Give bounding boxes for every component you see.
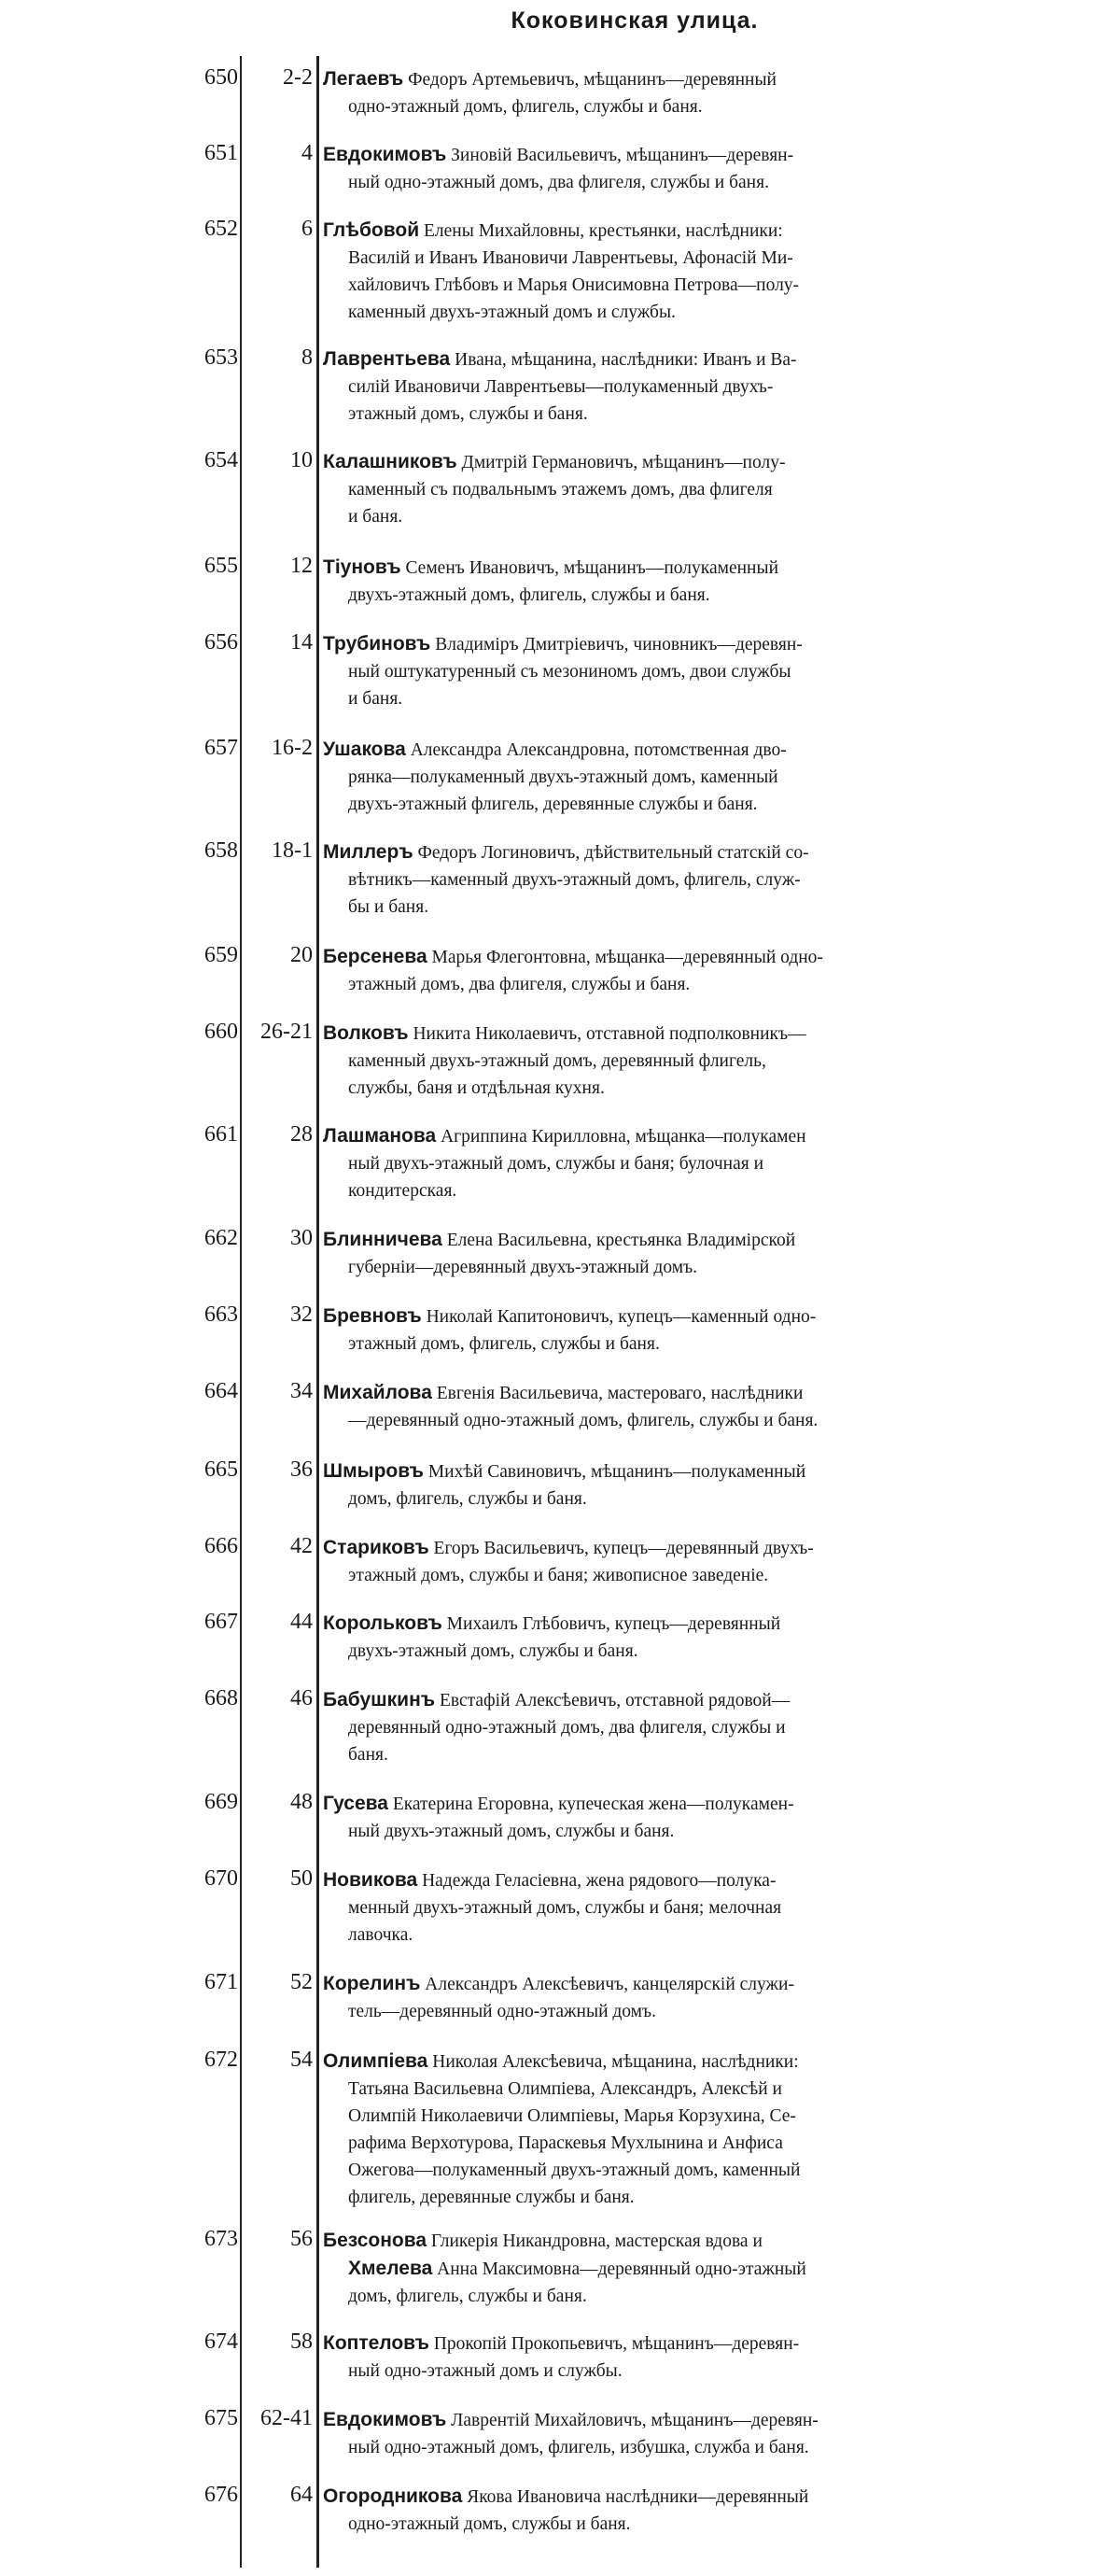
entry-line — [323, 93, 967, 120]
house-number: 36 — [290, 1457, 313, 1482]
entry-number: 663 — [204, 1302, 238, 1327]
owner-name: Лашманова — [323, 1125, 437, 1147]
entry-description: и баня. — [348, 507, 403, 527]
entry-line — [323, 141, 967, 169]
entry-description: рафима Верхотурова, Параскевья Мухлынина и Анфиса — [348, 2133, 783, 2153]
entry-line — [323, 1302, 967, 1330]
entry-line — [323, 1894, 967, 1921]
entry-number: 670 — [204, 1866, 238, 1891]
page-title: Коковинская улица. — [511, 7, 759, 34]
entry-line — [323, 838, 967, 866]
entry-description: —деревянный одно-этажный домъ, флигель, службы и баня. — [348, 1411, 819, 1430]
entry-description: Михаилъ Глѣбовичъ, купецъ—деревянный — [441, 1614, 781, 1634]
entry-line — [323, 1998, 967, 2025]
entry-description: этажный домъ, службы и баня. — [348, 404, 588, 424]
entry-description: Агриппина Кирилловна, мѣщанка—полукамен — [436, 1127, 806, 1147]
entry-text — [323, 1970, 967, 2025]
entry-description: каменный двухъ-этажный домъ, деревянный флигель, — [348, 1051, 766, 1071]
owner-name: Легаевъ — [323, 68, 404, 90]
entry-description: Егоръ Васильевичъ, купецъ—деревянный двухъ- — [428, 1539, 814, 1558]
entry-line — [323, 373, 967, 401]
owner-name: Тіуновъ — [323, 556, 401, 578]
entry-line — [323, 217, 967, 245]
house-number: 16-2 — [272, 736, 313, 760]
entry-line — [323, 169, 967, 196]
entry-description: Михѣй Савиновичъ, мѣщанинъ—полукаменный — [423, 1462, 806, 1482]
entry-line — [323, 1020, 967, 1048]
entry-number: 662 — [204, 1226, 238, 1250]
entry-description: вѣтникъ—каменный двухъ-этажный домъ, флигель, служ- — [348, 870, 801, 890]
entry-line — [323, 1226, 967, 1254]
house-number: 26-21 — [260, 1020, 313, 1044]
entry-description: двухъ-этажный домъ, службы и баня. — [348, 1641, 638, 1661]
entry-line — [323, 2511, 967, 2538]
entry-line — [323, 582, 967, 609]
house-number: 52 — [290, 1970, 313, 1994]
entry-number: 666 — [204, 1534, 238, 1558]
entry-line — [323, 1379, 967, 1407]
entry-description: Никита Николаевичъ, отставной подполковникъ— — [408, 1024, 806, 1044]
entry-line — [323, 2255, 967, 2283]
entry-description: Ивана, мѣщанина, наслѣдники: Иванъ и Ва- — [450, 350, 797, 370]
entry-number: 658 — [204, 838, 238, 863]
entry-text — [323, 141, 967, 196]
entry-number: 667 — [204, 1610, 238, 1634]
entry-line — [323, 1048, 967, 1075]
entry-line — [323, 2048, 967, 2076]
house-number: 58 — [290, 2330, 313, 2354]
house-number: 46 — [290, 1686, 313, 1710]
house-number: 10 — [290, 448, 313, 472]
entry-line — [323, 1866, 967, 1894]
owner-name: Калашниковъ — [323, 451, 457, 472]
house-number: 62-41 — [260, 2406, 313, 2430]
entry-text — [323, 1226, 967, 1281]
entry-description: силій Ивановичи Лаврентьевы—полукаменный двухъ- — [348, 377, 774, 397]
entry-text — [323, 2483, 967, 2538]
house-number: 30 — [290, 1226, 313, 1250]
house-number: 4 — [301, 141, 313, 165]
entry-description: Прокопій Прокопьевичъ, мѣщанинъ—деревян- — [428, 2334, 800, 2354]
entry-text — [323, 448, 967, 530]
entry-text — [323, 943, 967, 998]
house-number: 54 — [290, 2048, 313, 2072]
entry-text — [323, 1610, 967, 1665]
entry-description: каменный съ подвальнымъ этажемъ домъ, два флигеля — [348, 480, 773, 500]
owner-name: Бревновъ — [323, 1305, 422, 1327]
entry-line — [323, 791, 967, 818]
entry-text — [323, 1020, 967, 1102]
entry-description: Семенъ Ивановичъ, мѣщанинъ—полукаменный — [400, 558, 779, 578]
entry-line — [323, 401, 967, 428]
house-number: 64 — [290, 2483, 313, 2507]
entry-line — [323, 1970, 967, 1998]
entry-description: домъ, флигель, службы и баня. — [348, 2287, 587, 2306]
entry-number: 672 — [204, 2048, 238, 2072]
entry-description: губерніи—деревянный двухъ-этажный домъ. — [348, 1258, 698, 1277]
entry-description: и баня. — [348, 689, 403, 709]
owner-name: Ушакова — [323, 739, 406, 760]
entry-line — [323, 554, 967, 582]
entry-line — [323, 2184, 967, 2211]
entry-description: одно-этажный домъ, флигель, службы и баня. — [348, 97, 703, 117]
owner-name: Михайлова — [323, 1382, 432, 1403]
entry-description: менный двухъ-этажный домъ, службы и баня; мелочная — [348, 1898, 782, 1918]
entry-text — [323, 1534, 967, 1589]
entry-number: 676 — [204, 2483, 238, 2507]
entry-description: лавочка. — [348, 1925, 413, 1945]
entry-description: ный двухъ-этажный домъ, службы и баня; булочная и — [348, 1154, 764, 1174]
entry-description: Екатерина Егоровна, купеческая жена—полукамен- — [387, 1795, 794, 1814]
entry-line — [323, 2434, 967, 2461]
house-number: 20 — [290, 943, 313, 967]
entry-description: службы, баня и отдѣльная кухня. — [348, 1078, 605, 1098]
entry-description: флигель, деревянные службы и баня. — [348, 2188, 635, 2207]
entry-line — [323, 1714, 967, 1741]
entry-description: ный оштукатуренный съ мезониномъ домъ, двои службы — [348, 662, 791, 682]
entry-description: Ожегова—полукаменный двухъ-этажный домъ, каменный — [348, 2161, 801, 2180]
entry-line — [323, 503, 967, 530]
owner-name: Стариковъ — [323, 1537, 429, 1558]
entry-description: ный одно-этажный домъ и службы. — [348, 2361, 623, 2381]
entry-number: 652 — [204, 217, 238, 241]
entry-text — [323, 1866, 967, 1949]
entry-description: Анна Максимовна—деревянный одно-этажный — [432, 2259, 806, 2279]
entry-description: ный одно-этажный домъ, флигель, избушка, служба и баня. — [348, 2438, 809, 2457]
entry-line — [323, 448, 967, 476]
owner-name: Олимпіева — [323, 2050, 428, 2072]
entry-line — [323, 2330, 967, 2358]
entry-line — [323, 1407, 967, 1434]
entry-number: 665 — [204, 1457, 238, 1482]
entry-text — [323, 2227, 967, 2310]
entry-text — [323, 65, 967, 120]
house-number: 28 — [290, 1122, 313, 1147]
entry-description: Лаврентій Михайловичъ, мѣщанинъ—деревян- — [446, 2411, 819, 2430]
entry-description: Елена Васильевна, крестьянка Владимірской — [441, 1231, 796, 1250]
entry-description: одно-этажный домъ, службы и баня. — [348, 2514, 631, 2534]
entry-description: Николай Капитоновичъ, купецъ—каменный одно- — [421, 1307, 817, 1327]
entry-line — [323, 1122, 967, 1150]
entry-text — [323, 1302, 967, 1358]
house-number: 12 — [290, 554, 313, 578]
entry-line — [323, 2076, 967, 2103]
owner-name: Корольковъ — [323, 1612, 442, 1634]
entry-text — [323, 554, 967, 609]
entry-text — [323, 2330, 967, 2385]
house-number: 44 — [290, 1610, 313, 1634]
entry-description: Василій и Иванъ Ивановичи Лаврентьевы, Афонасій Ми- — [348, 248, 793, 268]
house-number: 42 — [290, 1534, 313, 1558]
entry-number: 674 — [204, 2330, 238, 2354]
owner-name: Лаврентьева — [323, 348, 451, 370]
entry-description: Олимпій Николаевичи Олимпіевы, Марья Корзухина, Се- — [348, 2106, 796, 2126]
owner-name: Огородникова — [323, 2485, 463, 2507]
entry-description: Надежда Геласіевна, жена рядового—полука- — [417, 1871, 777, 1891]
entry-line — [323, 1741, 967, 1768]
entry-line — [323, 2406, 967, 2434]
entry-text — [323, 1686, 967, 1768]
owner-name: Евдокимовъ — [323, 2409, 447, 2430]
entry-line — [323, 2130, 967, 2157]
entry-number: 669 — [204, 1790, 238, 1814]
entry-line — [323, 2283, 967, 2310]
entry-line — [323, 65, 967, 93]
entry-line — [323, 1610, 967, 1638]
entry-line — [323, 658, 967, 685]
entry-description: Якова Ивановича наслѣдники—деревянный — [462, 2487, 809, 2507]
entry-description: домъ, флигель, службы и баня. — [348, 1489, 587, 1509]
house-number: 6 — [301, 217, 313, 241]
entry-description: Зиновій Васильевичъ, мѣщанинъ—деревян- — [446, 146, 794, 165]
owner-name: Трубиновъ — [323, 633, 431, 655]
entry-line — [323, 894, 967, 921]
entry-line — [323, 2157, 967, 2184]
house-number: 34 — [290, 1379, 313, 1403]
owner-name: Блинничева — [323, 1229, 442, 1250]
owner-name: Бабушкинъ — [323, 1689, 436, 1710]
entry-description: Федоръ Логиновичъ, дѣйствительный статскій со- — [413, 843, 809, 863]
entry-line — [323, 1534, 967, 1562]
entry-line — [323, 1638, 967, 1665]
entry-number: 664 — [204, 1379, 238, 1403]
entry-line — [323, 685, 967, 712]
entry-description: баня. — [348, 1745, 388, 1765]
entry-description: Александръ Алексѣевичъ, канцелярскій служи- — [420, 1975, 794, 1994]
entry-line — [323, 736, 967, 764]
owner-name: Новикова — [323, 1869, 418, 1891]
entry-description: Федоръ Артемьевичъ, мѣщанинъ—деревянный — [403, 70, 777, 90]
entry-description: рянка—полукаменный двухъ-этажный домъ, каменный — [348, 767, 778, 787]
house-number: 32 — [290, 1302, 313, 1327]
entry-description: Марья Флегонтовна, мѣщанка—деревянный одно- — [427, 948, 823, 967]
entry-number: 659 — [204, 943, 238, 967]
entry-text — [323, 2048, 967, 2211]
entry-line — [323, 764, 967, 791]
entry-line — [323, 1686, 967, 1714]
entry-line — [323, 1330, 967, 1358]
entry-text — [323, 838, 967, 921]
entry-description: деревянный одно-этажный домъ, два флигеля, службы и — [348, 1718, 786, 1738]
house-number: 50 — [290, 1866, 313, 1891]
entry-description: ный двухъ-этажный домъ, службы и баня. — [348, 1822, 675, 1841]
entry-number: 675 — [204, 2406, 238, 2430]
entry-description: двухъ-этажный домъ, флигель, службы и баня. — [348, 585, 710, 605]
entry-description: этажный домъ, службы и баня; живописное заведеніе. — [348, 1566, 769, 1585]
owner-name: Корелинъ — [323, 1973, 421, 1994]
entry-description: каменный двухъ-этажный домъ и службы. — [348, 303, 676, 322]
entry-line — [323, 476, 967, 503]
entry-line — [323, 971, 967, 998]
entry-line — [323, 1254, 967, 1281]
entry-description: Евгенія Васильевича, мастероваго, наслѣдники — [431, 1384, 804, 1403]
owner-name: Безсонова — [323, 2230, 427, 2251]
entry-text — [323, 1379, 967, 1434]
entry-text — [323, 217, 967, 326]
entry-line — [323, 1075, 967, 1102]
owner-name: Берсенева — [323, 946, 427, 967]
entry-description: Татьяна Васильевна Олимпіева, Александръ, Алексѣй и — [348, 2079, 782, 2099]
entry-number: 653 — [204, 345, 238, 370]
entry-line — [323, 943, 967, 971]
entry-number: 651 — [204, 141, 238, 165]
owner-name: Шмыровъ — [323, 1460, 424, 1482]
entry-number: 656 — [204, 630, 238, 655]
entry-line — [323, 1150, 967, 1177]
entry-description: Александра Александровна, потомственная дво- — [405, 740, 787, 760]
house-number: 48 — [290, 1790, 313, 1814]
entry-line — [323, 1790, 967, 1818]
entry-description: этажный домъ, два флигеля, службы и баня. — [348, 975, 691, 994]
entry-description: этажный домъ, флигель, службы и баня. — [348, 1334, 660, 1354]
house-number: 2-2 — [283, 65, 313, 90]
owner-name: Гусева — [323, 1793, 388, 1814]
owner-name: Глѣбовой — [323, 219, 420, 241]
entry-number: 655 — [204, 554, 238, 578]
entry-line — [323, 630, 967, 658]
entry-line — [323, 2358, 967, 2385]
entry-text — [323, 630, 967, 712]
entry-description: Елены Михайловны, крестьянки, наслѣдники: — [419, 221, 783, 241]
house-number: 18-1 — [272, 838, 313, 863]
entry-line — [323, 272, 967, 299]
entry-text — [323, 2406, 967, 2461]
entry-description: Евстафій Алексѣевичъ, отставной рядовой— — [435, 1691, 791, 1710]
entry-description: Николая Алексѣевича, мѣщанина, наслѣдники: — [427, 2052, 799, 2072]
column-rule-left — [240, 56, 242, 2568]
entry-line — [323, 1562, 967, 1589]
entry-text — [323, 1457, 967, 1513]
entry-line — [323, 2483, 967, 2511]
owner-name: Евдокимовъ — [323, 144, 447, 165]
entry-line — [323, 2103, 967, 2130]
owner-name: Миллеръ — [323, 841, 413, 863]
house-number: 14 — [290, 630, 313, 655]
entry-description: Гликерія Никандровна, мастерская вдова и — [427, 2231, 763, 2251]
entry-text — [323, 736, 967, 818]
entry-description: Владиміръ Дмитріевичъ, чиновникъ—деревян- — [430, 635, 803, 655]
entry-description: двухъ-этажный флигель, деревянные службы и баня. — [348, 795, 758, 814]
entry-text — [323, 345, 967, 428]
entry-text — [323, 1790, 967, 1845]
entry-line — [323, 1457, 967, 1485]
entry-number: 671 — [204, 1970, 238, 1994]
house-number: 56 — [290, 2227, 313, 2251]
entry-description: кондитерская. — [348, 1181, 457, 1201]
entry-line — [323, 2227, 967, 2255]
entry-description: ный одно-этажный домъ, два флигеля, службы и баня. — [348, 173, 769, 192]
entry-description: хайловичъ Глѣбовъ и Марья Онисимовна Петрова—полу- — [348, 275, 800, 295]
house-number: 8 — [301, 345, 313, 370]
entry-number: 673 — [204, 2227, 238, 2251]
entry-number: 668 — [204, 1686, 238, 1710]
entry-line — [323, 1818, 967, 1845]
entry-description: тель—деревянный одно-этажный домъ. — [348, 2002, 656, 2021]
entry-line — [323, 299, 967, 326]
owner-name: Хмелева — [348, 2258, 433, 2279]
entry-description: Дмитрій Германовичъ, мѣщанинъ—полу- — [456, 453, 786, 472]
entry-number: 660 — [204, 1020, 238, 1044]
entry-line — [323, 1177, 967, 1204]
entry-line — [323, 1921, 967, 1949]
owner-name: Коптеловъ — [323, 2332, 429, 2354]
entry-number: 661 — [204, 1122, 238, 1147]
column-rule-right — [316, 56, 319, 2568]
entry-number: 654 — [204, 448, 238, 472]
entry-line — [323, 866, 967, 894]
entry-number: 650 — [204, 65, 238, 90]
entry-line — [323, 245, 967, 272]
entry-line — [323, 1485, 967, 1513]
entry-number: 657 — [204, 736, 238, 760]
entry-line — [323, 345, 967, 373]
owner-name: Волковъ — [323, 1022, 409, 1044]
entry-text — [323, 1122, 967, 1204]
entry-description: бы и баня. — [348, 897, 429, 917]
